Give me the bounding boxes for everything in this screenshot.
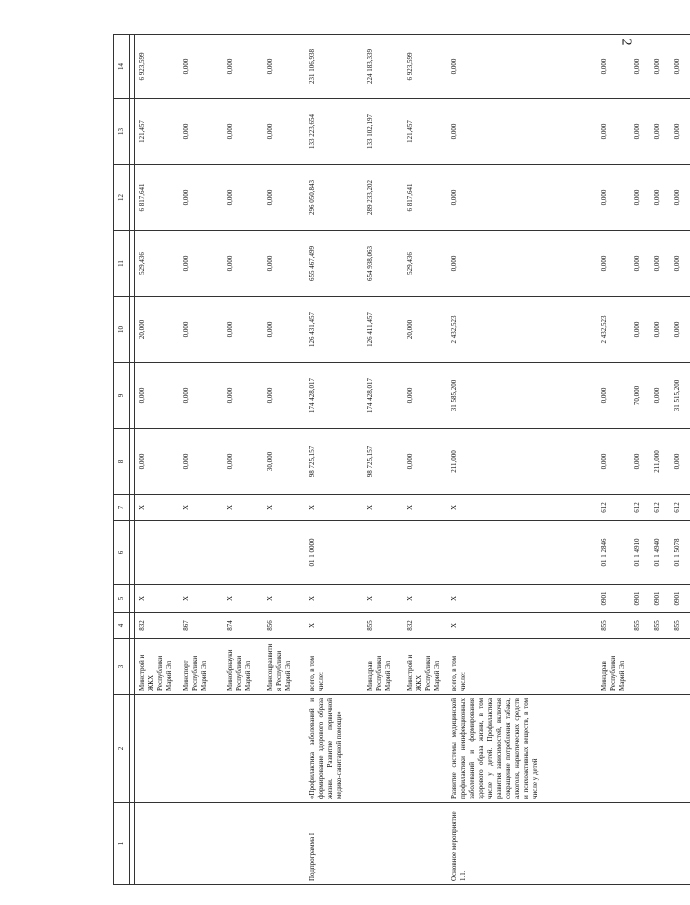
table-cell-col13: 0,000 <box>650 99 670 165</box>
table-cell-col12: 289 233,202 <box>363 165 403 231</box>
table-cell-col1 <box>223 803 263 885</box>
table-cell-col8: 0,000 <box>403 429 447 495</box>
table-cell-col7: 612 <box>650 495 670 521</box>
table-cell-col4: 855 <box>630 613 650 639</box>
col-header: 4 <box>114 613 130 639</box>
table-cell-col9: 174 428,017 <box>305 363 363 429</box>
table-cell-col11: 655 467,499 <box>305 231 363 297</box>
col-header: 9 <box>114 363 130 429</box>
table-cell-col7: X <box>263 495 305 521</box>
col-header: 10 <box>114 297 130 363</box>
table-cell-col10: 0,000 <box>630 297 650 363</box>
table-cell-col6: 01 1 0000 <box>305 521 363 585</box>
table-cell-col4: 832 <box>403 613 447 639</box>
table-cell-col14: 0,000 <box>597 35 630 99</box>
table-cell-col1 <box>179 803 223 885</box>
table-cell-col2 <box>670 695 690 803</box>
table-cell-col12: 296 050,843 <box>305 165 363 231</box>
table-cell-col3: Минспорт Республики Марий Эл <box>179 639 223 695</box>
table-cell-col6 <box>403 521 447 585</box>
table-cell-col13: 0,000 <box>670 99 690 165</box>
table-cell-col12: 6 817,641 <box>403 165 447 231</box>
table-cell-col13: 0,000 <box>179 99 223 165</box>
table-cell-col6 <box>363 521 403 585</box>
table-cell-col8: 0,000 <box>630 429 650 495</box>
table-cell-col8: 98 725,157 <box>363 429 403 495</box>
table-cell-col14: 224 183,339 <box>363 35 403 99</box>
table-cell-col2 <box>363 695 403 803</box>
column-number-row <box>114 35 130 885</box>
col-header: 3 <box>114 639 130 695</box>
table-cell-col9: 0,000 <box>223 363 263 429</box>
table-cell-col10: 2 432,523 <box>447 297 597 363</box>
table-cell-col14: 6 923,599 <box>403 35 447 99</box>
table-cell-col5: 0901 <box>670 585 690 613</box>
table-cell-col9: 0,000 <box>135 363 179 429</box>
table-cell-col4: X <box>447 613 597 639</box>
table-cell-col5: X <box>363 585 403 613</box>
table-cell-col4: 867 <box>179 613 223 639</box>
table-cell-col7: X <box>305 495 363 521</box>
rotated-table-container <box>113 35 681 885</box>
table-cell-col4: 856 <box>263 613 305 639</box>
table-row <box>179 35 223 885</box>
table-cell-col7: X <box>179 495 223 521</box>
budget-table <box>113 34 690 885</box>
table-cell-col11: 0,000 <box>223 231 263 297</box>
table-cell-col12: 0,000 <box>650 165 670 231</box>
table-row <box>447 35 597 885</box>
table-cell-col2 <box>263 695 305 803</box>
table-row <box>223 35 263 885</box>
table-cell-col3 <box>670 639 690 695</box>
table-cell-col8: 211,000 <box>447 429 597 495</box>
table-row <box>650 35 670 885</box>
table-cell-col1 <box>135 803 179 885</box>
table-cell-col10: 0,000 <box>223 297 263 363</box>
table-cell-col3: Минздрав Республики Марий Эл <box>363 639 403 695</box>
table-cell-col4: 855 <box>650 613 670 639</box>
col-header: 11 <box>114 231 130 297</box>
table-cell-col12: 0,000 <box>670 165 690 231</box>
table-cell-col11: 0,000 <box>263 231 305 297</box>
table-row <box>670 35 690 885</box>
table-cell-col1 <box>597 803 630 885</box>
table-cell-col2 <box>223 695 263 803</box>
col-header: 8 <box>114 429 130 495</box>
table-cell-col14: 0,000 <box>670 35 690 99</box>
table-cell-col8: 98 725,157 <box>305 429 363 495</box>
table-row <box>403 35 447 885</box>
table-cell-col8: 0,000 <box>670 429 690 495</box>
table-cell-col2 <box>403 695 447 803</box>
table-cell-col6: 01 1 5078 <box>670 521 690 585</box>
table-cell-col10: 0,000 <box>179 297 223 363</box>
table-cell-col14: 0,000 <box>223 35 263 99</box>
table-cell-col3: Минздрав Республики Марий Эл <box>597 639 630 695</box>
table-cell-col9: 174 428,017 <box>363 363 403 429</box>
table-cell-col4: 874 <box>223 613 263 639</box>
table-cell-col9: 31 515,200 <box>670 363 690 429</box>
table-cell-col7: 612 <box>597 495 630 521</box>
table-cell-col14: 0,000 <box>630 35 650 99</box>
table-cell-col4: 855 <box>363 613 403 639</box>
table-cell-col8: 30,000 <box>263 429 305 495</box>
table-cell-col8: 0,000 <box>223 429 263 495</box>
table-cell-col2 <box>597 695 630 803</box>
table-cell-col10: 126 431,457 <box>305 297 363 363</box>
table-cell-col12: 0,000 <box>630 165 650 231</box>
table-cell-col6: 01 1 4910 <box>630 521 650 585</box>
table-cell-col14: 0,000 <box>179 35 223 99</box>
table-cell-col11: 654 938,063 <box>363 231 403 297</box>
table-cell-col13: 0,000 <box>630 99 650 165</box>
table-cell-col11: 529,436 <box>403 231 447 297</box>
table-cell-col7: 612 <box>670 495 690 521</box>
table-cell-col13: 0,000 <box>223 99 263 165</box>
table-cell-col5: X <box>223 585 263 613</box>
col-header: 14 <box>114 35 130 99</box>
table-cell-col7: X <box>223 495 263 521</box>
table-cell-col11: 0,000 <box>630 231 650 297</box>
col-header: 6 <box>114 521 130 585</box>
table-cell-col9: 0,000 <box>179 363 223 429</box>
table-cell-col6 <box>263 521 305 585</box>
table-cell-col4: 855 <box>597 613 630 639</box>
table-cell-col5: 0901 <box>630 585 650 613</box>
table-cell-col5: X <box>263 585 305 613</box>
table-cell-col12: 0,000 <box>447 165 597 231</box>
table-cell-col1: Подпрограмма I <box>305 803 363 885</box>
table-cell-col6: 01 1 4940 <box>650 521 670 585</box>
table-cell-col7: X <box>363 495 403 521</box>
table-cell-col1 <box>363 803 403 885</box>
table-cell-col12: 0,000 <box>223 165 263 231</box>
table-cell-col5: X <box>179 585 223 613</box>
table-cell-col8: 0,000 <box>135 429 179 495</box>
table-cell-col5: 0901 <box>650 585 670 613</box>
table-cell-col6: 01 1 2846 <box>597 521 630 585</box>
table-row <box>630 35 650 885</box>
table-cell-col7: X <box>403 495 447 521</box>
table-body <box>114 35 690 885</box>
col-header: 1 <box>114 803 130 885</box>
table-cell-col4: 832 <box>135 613 179 639</box>
table-row <box>305 35 363 885</box>
table-cell-col5: 0901 <box>597 585 630 613</box>
col-header: 12 <box>114 165 130 231</box>
table-cell-col10: 126 411,457 <box>363 297 403 363</box>
table-cell-col13: 0,000 <box>263 99 305 165</box>
table-row <box>135 35 179 885</box>
table-cell-col10: 0,000 <box>650 297 670 363</box>
table-cell-col14: 6 923,599 <box>135 35 179 99</box>
table-cell-col5: X <box>305 585 363 613</box>
table-cell-col12: 0,000 <box>179 165 223 231</box>
table-cell-col11: 0,000 <box>670 231 690 297</box>
table-cell-col13: 133 102,197 <box>363 99 403 165</box>
table-cell-col6 <box>135 521 179 585</box>
table-cell-col1 <box>670 803 690 885</box>
table-cell-col12: 0,000 <box>263 165 305 231</box>
table-cell-col11: 0,000 <box>179 231 223 297</box>
table-cell-col10: 20,000 <box>135 297 179 363</box>
table-cell-col4: X <box>305 613 363 639</box>
table-cell-col6 <box>223 521 263 585</box>
table-cell-col3: Минстрой и ЖКХ Республики Марий Эл <box>403 639 447 695</box>
table-cell-col9: 31 585,200 <box>447 363 597 429</box>
col-header: 7 <box>114 495 130 521</box>
table-cell-col2 <box>650 695 670 803</box>
table-cell-col10: 0,000 <box>670 297 690 363</box>
table-cell-col13: 121,457 <box>403 99 447 165</box>
table-cell-col2: «Профилактика заболеваний и формирование здорового образа жизни. Развитие первичной медико-санитарной помощи» <box>305 695 363 803</box>
table-cell-col11: 0,000 <box>447 231 597 297</box>
table-cell-col14: 0,000 <box>650 35 670 99</box>
table-cell-col3: всего, в том числе: <box>305 639 363 695</box>
table-cell-col1 <box>263 803 305 885</box>
table-cell-col11: 0,000 <box>650 231 670 297</box>
table-cell-col3: Минсоцразвития Республики Марий Эл <box>263 639 305 695</box>
table-cell-col2 <box>135 695 179 803</box>
table-cell-col6 <box>179 521 223 585</box>
table-cell-col7: X <box>135 495 179 521</box>
table-cell-col3 <box>650 639 670 695</box>
table-cell-col5: X <box>447 585 597 613</box>
table-cell-col2: Развитие системы медицинской профилактики неинфекционных заболеваний и формирования здорового образа жизни, в том числе у детей. Профилактика развития зависимостей, включая сокращение потребления табака, алкоголя, наркотических средств и психоактивных веществ, в том числе у детей <box>447 695 597 803</box>
page-number: 2 <box>618 38 634 46</box>
table-row <box>263 35 305 885</box>
table-cell-col9: 0,000 <box>597 363 630 429</box>
table-cell-col1 <box>650 803 670 885</box>
table-cell-col10: 2 432,523 <box>597 297 630 363</box>
table-cell-col2 <box>630 695 650 803</box>
table-cell-col1 <box>403 803 447 885</box>
table-cell-col7: 612 <box>630 495 650 521</box>
table-cell-col11: 0,000 <box>597 231 630 297</box>
table-cell-col3: Минобрнауки Республики Марий Эл <box>223 639 263 695</box>
table-cell-col11: 529,436 <box>135 231 179 297</box>
table-cell-col6 <box>447 521 597 585</box>
table-cell-col13: 121,457 <box>135 99 179 165</box>
col-header: 13 <box>114 99 130 165</box>
table-cell-col13: 0,000 <box>447 99 597 165</box>
table-cell-col9: 0,000 <box>650 363 670 429</box>
table-cell-col5: X <box>403 585 447 613</box>
table-cell-col9: 70,000 <box>630 363 650 429</box>
table-cell-col1: Основное мероприятие 1.1. <box>447 803 597 885</box>
table-cell-col14: 0,000 <box>447 35 597 99</box>
table-cell-col10: 0,000 <box>263 297 305 363</box>
table-cell-col8: 211,000 <box>650 429 670 495</box>
table-cell-col3: Минстрой и ЖКХ Республики Марий Эл <box>135 639 179 695</box>
table-cell-col2 <box>179 695 223 803</box>
table-cell-col8: 0,000 <box>179 429 223 495</box>
table-cell-col3 <box>630 639 650 695</box>
table-cell-col9: 0,000 <box>263 363 305 429</box>
table-cell-col4: 855 <box>670 613 690 639</box>
table-cell-col12: 6 817,641 <box>135 165 179 231</box>
table-cell-col3: всего, в том числе: <box>447 639 597 695</box>
table-cell-col10: 20,000 <box>403 297 447 363</box>
table-cell-col14: 231 106,938 <box>305 35 363 99</box>
table-cell-col7: X <box>447 495 597 521</box>
table-row <box>363 35 403 885</box>
table-row <box>597 35 630 885</box>
table-cell-col13: 0,000 <box>597 99 630 165</box>
table-cell-col13: 133 223,654 <box>305 99 363 165</box>
col-header: 5 <box>114 585 130 613</box>
table-cell-col14: 0,000 <box>263 35 305 99</box>
table-cell-col9: 0,000 <box>403 363 447 429</box>
table-cell-col1 <box>630 803 650 885</box>
col-header: 2 <box>114 695 130 803</box>
table-cell-col8: 0,000 <box>597 429 630 495</box>
table-cell-col5: X <box>135 585 179 613</box>
table-cell-col12: 0,000 <box>597 165 630 231</box>
